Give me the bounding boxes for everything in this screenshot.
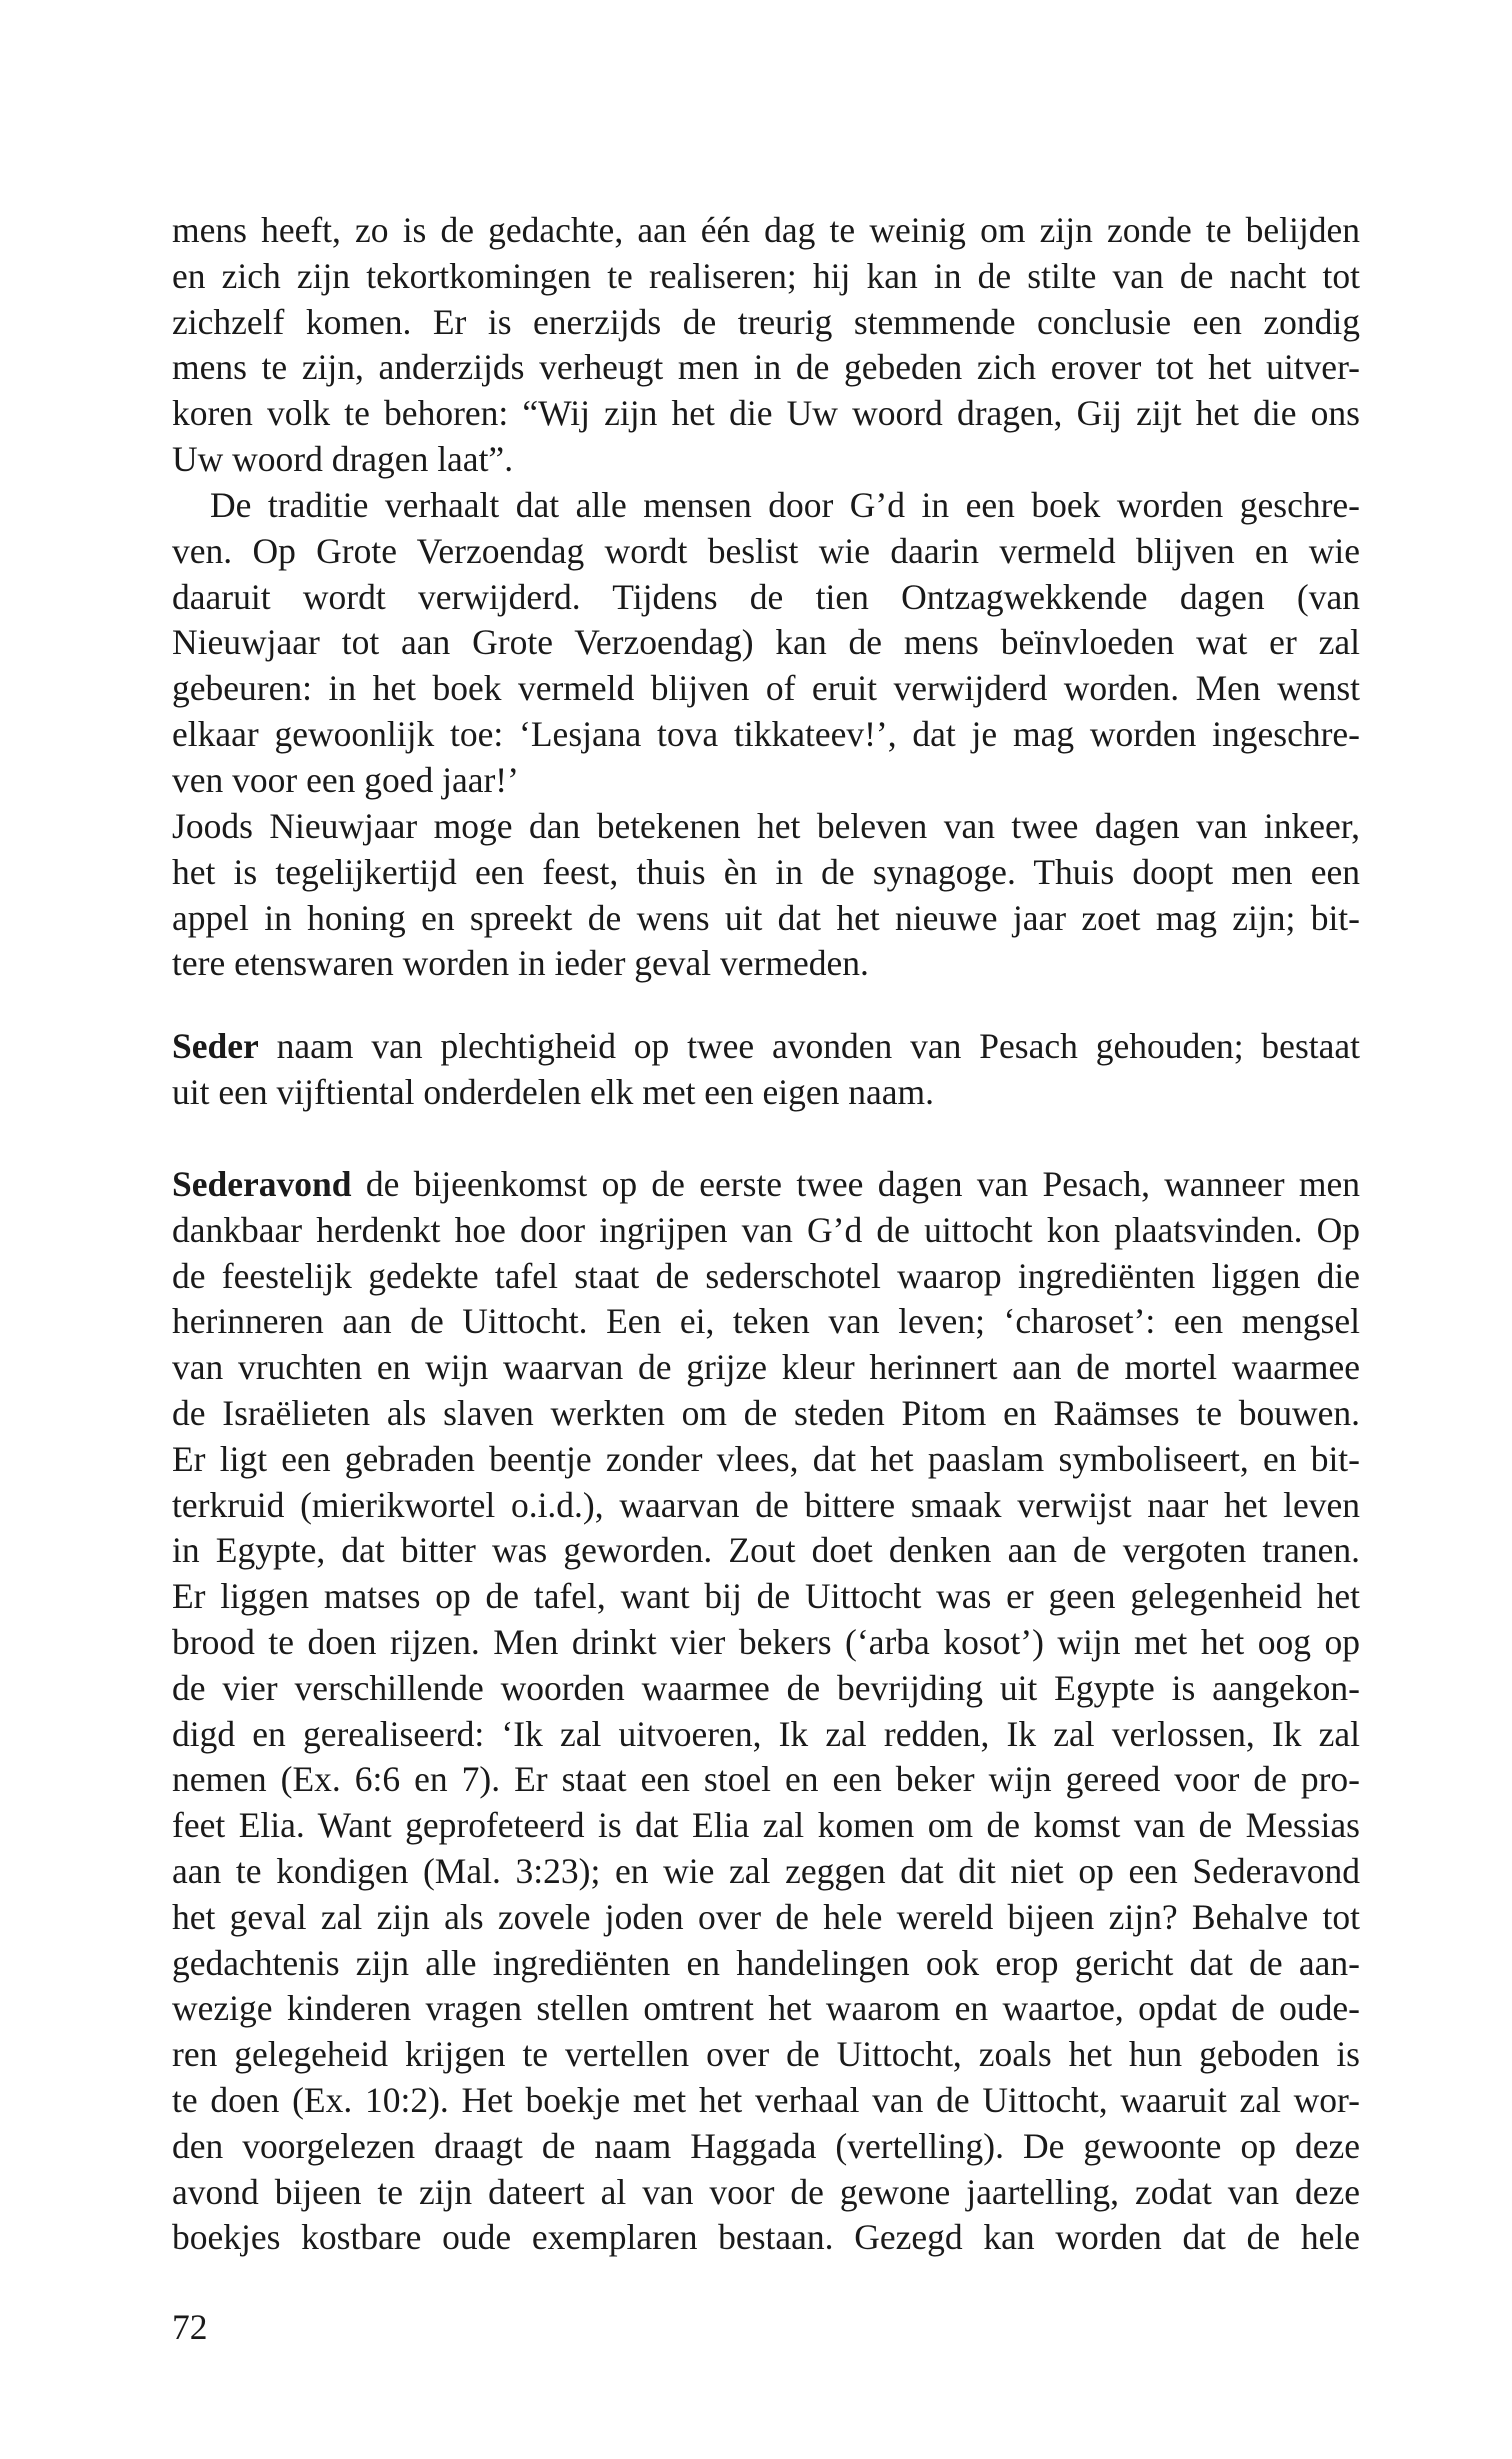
text-line: ren gelegeheid krijgen te vertellen over de Uittocht, zoals het hun geboden is [172, 2034, 1360, 2075]
text-line: ven voor een goed jaar!’ [172, 759, 519, 800]
text-line: mens te zijn, anderzijds verheugt men in de gebeden zich erover tot het uitver- [172, 347, 1360, 388]
text-line: feet Elia. Want geprofeteerd is dat Elia zal komen om de komst van de Messias [172, 1805, 1360, 1846]
page-number: 72 [172, 2307, 208, 2347]
text-line: digd en gerealiseerd: ‘Ik zal uitvoeren, Ik zal redden, Ik zal verlossen, Ik zal [172, 1713, 1360, 1754]
text-line: nemen (Ex. 6:6 en 7). Er staat een stoel en een beker wijn gereed voor de pro- [172, 1759, 1360, 1800]
entry-sederavond [172, 1162, 1360, 2261]
text-line: het is tegelijkertijd een feest, thuis èn in de synagoge. Thuis doopt men een [172, 851, 1360, 892]
text-line: terkruid (mierikwortel o.i.d.), waarvan de bittere smaak verwijst naar het leven [172, 1484, 1360, 1525]
text-line: koren volk te behoren: “Wij zijn het die Uw woord dragen, Gij zijt het die ons [172, 393, 1360, 434]
paragraph-nieuwjaar [172, 804, 1360, 987]
entry-seder [172, 1024, 1360, 1116]
text-line: Er ligt een gebraden beentje zonder vlees, dat het paaslam symboliseert, en bit- [172, 1438, 1360, 1479]
text-line: daaruit wordt verwijderd. Tijdens de tien Ontzagwekkende dagen (van [172, 576, 1360, 617]
text-line: de feestelijk gedekte tafel staat de sederschotel waarop ingrediënten liggen die [172, 1255, 1360, 1296]
text-line: aan te kondigen (Mal. 3:23); en wie zal zeggen dat dit niet op een Sederavond [172, 1850, 1360, 1891]
text-line: het geval zal zijn als zovele joden over de hele wereld bijeen zijn? Behalve tot [172, 1896, 1360, 1937]
text-line: appel in honing en spreekt de wens uit dat het nieuwe jaar zoet mag zijn; bit- [172, 897, 1360, 938]
text-line: Uw woord dragen laat”. [172, 438, 514, 479]
text-line: Nieuwjaar tot aan Grote Verzoendag) kan de mens beïnvloeden wat er zal [172, 622, 1360, 663]
entry-text: de bijeenkomst op de eerste twee dagen van Pesach, wanneer men [351, 1164, 1360, 1204]
text-line: boekjes kostbare oude exemplaren bestaan. Gezegd kan worden dat de hele [172, 2217, 1360, 2258]
text-line: in Egypte, dat bitter was geworden. Zout doet denken aan de vergoten tranen. [172, 1530, 1360, 1571]
text-line: Joods Nieuwjaar moge dan betekenen het beleven van twee dagen van inkeer, [172, 806, 1360, 846]
text-line: De traditie verhaalt dat alle mensen door G’d in een boek worden geschre- [210, 485, 1360, 525]
text-line: gedachtenis zijn alle ingrediënten en handelingen ook erop gericht dat de aan- [172, 1942, 1360, 1983]
text-line: uit een vijftiental onderdelen elk met een eigen naam. [172, 1071, 934, 1112]
paragraph-continued [172, 208, 1360, 483]
text-line: brood te doen rijzen. Men drinkt vier bekers (‘arba kosot’) wijn met het oog op [172, 1621, 1360, 1662]
text-line: mens heeft, zo is de gedachte, aan één dag te weinig om zijn zonde te belijden [172, 210, 1360, 250]
entry-first-line [172, 1024, 1360, 1070]
text-line: wezige kinderen vragen stellen omtrent het waarom en waartoe, opdat de oude- [172, 1988, 1360, 2029]
text-line: den voorgelezen draagt de naam Haggada (vertelling). De gewoonte op deze [172, 2125, 1360, 2166]
text-line: Er liggen matses op de tafel, want bij de Uittocht was er geen gelegenheid het [172, 1576, 1360, 1617]
text-line: te doen (Ex. 10:2). Het boekje met het verhaal van de Uittocht, waaruit zal wor- [172, 2079, 1360, 2120]
text-line: de vier verschillende woorden waarmee de bevrijding uit Egypte is aangekon- [172, 1667, 1360, 1708]
text-line: ven. Op Grote Verzoendag wordt beslist wie daarin vermeld blijven en wie [172, 530, 1360, 571]
text-line: de Israëlieten als slaven werkten om de steden Pitom en Raämses te bouwen. [172, 1392, 1360, 1433]
entry-term: Sederavond [172, 1164, 352, 1204]
entry-term: Seder [172, 1026, 259, 1066]
text-line: herinneren aan de Uittocht. Een ei, teken van leven; ‘charoset’: een mengsel [172, 1301, 1360, 1342]
entry-text: naam van plechtigheid op twee avonden van Pesach gehouden; bestaat [258, 1026, 1360, 1066]
text-line: zichzelf komen. Er is enerzijds de treurig stemmende conclusie een zondig [172, 301, 1360, 342]
text-line: dankbaar herdenkt hoe door ingrijpen van G’d de uittocht kon plaatsvinden. Op [172, 1209, 1360, 1250]
text-line: en zich zijn tekortkomingen te realiseren; hij kan in de stilte van de nacht tot [172, 255, 1360, 296]
text-line: elkaar gewoonlijk toe: ‘Lesjana tova tikkateev!’, dat je mag worden ingeschre- [172, 713, 1360, 754]
entry-first-line [172, 1162, 1360, 1208]
text-line: avond bijeen te zijn dateert al van voor de gewone jaartelling, zodat van deze [172, 2171, 1360, 2212]
text-line: tere etenswaren worden in ieder geval vermeden. [172, 943, 869, 984]
paragraph-traditie [172, 483, 1360, 804]
text-line: van vruchten en wijn waarvan de grijze kleur herinnert aan de mortel waarmee [172, 1347, 1360, 1388]
text-line: gebeuren: in het boek vermeld blijven of eruit verwijderd worden. Men wenst [172, 668, 1360, 709]
